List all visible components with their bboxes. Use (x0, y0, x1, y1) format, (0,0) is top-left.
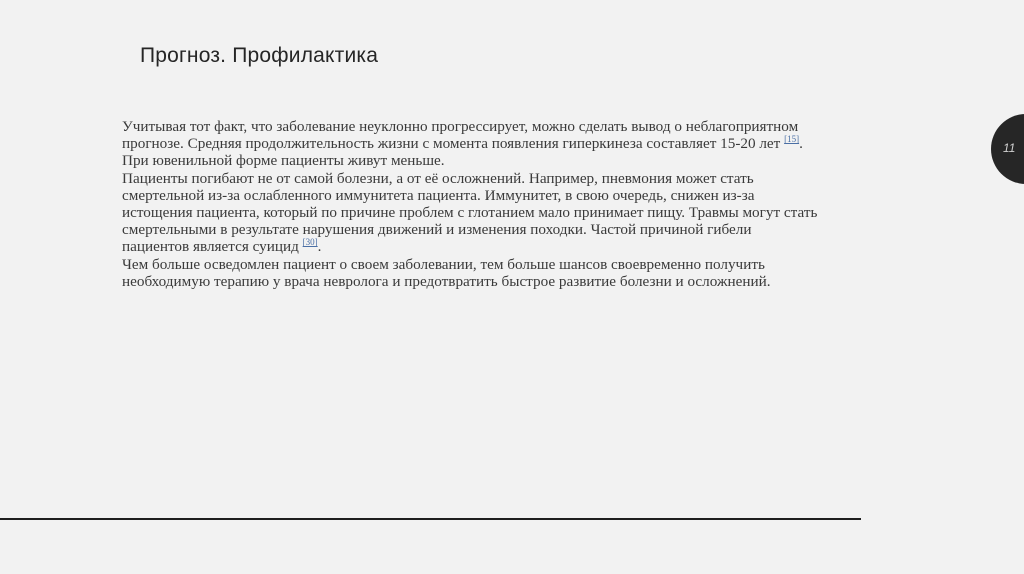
paragraph-prevention: Чем больше осведомлен пациент о своем заболевании, тем больше шансов своевременно получить необходимую терапию у врача невролога и предотвратить быстрое развитие болезни и осложнений. (122, 255, 771, 290)
paragraph-prognosis-text: Учитывая тот факт, что заболевание неуклонно прогрессирует, можно сделать вывод о неблагоприятном прогнозе. Средняя продолжительность жизни с момента появления гиперкинеза составляет 15-20 лет (122, 118, 799, 153)
page-number: 11 (1003, 141, 1016, 155)
paragraph-complications-tail: . (317, 238, 322, 256)
body-text (122, 118, 822, 290)
reference-link-15[interactable]: [15] (784, 134, 800, 145)
slide-title: Прогноз. Профилактика (140, 44, 379, 67)
paragraph-prognosis (122, 118, 822, 170)
bottom-divider (0, 518, 861, 520)
paragraph-complications (122, 170, 822, 256)
reference-link-30[interactable]: [30] (302, 237, 318, 248)
paragraph-complications-text: Пациенты погибают не от самой болезни, а от её осложнений. Например, пневмония может стать смертельной из-за ослабленного иммунитета пациента. Иммунитет, в свою очередь, снижен из-за истощения пациента, который по причине проблем с глотанием мало принимает пищу. Травмы могут стать смертельными в результате нарушения движений и изменения походки. Частой причиной гибели пациентов является суицид (122, 169, 818, 256)
paragraph-prognosis-tail: . При ювенильной форме пациенты живут меньше. (122, 135, 803, 170)
